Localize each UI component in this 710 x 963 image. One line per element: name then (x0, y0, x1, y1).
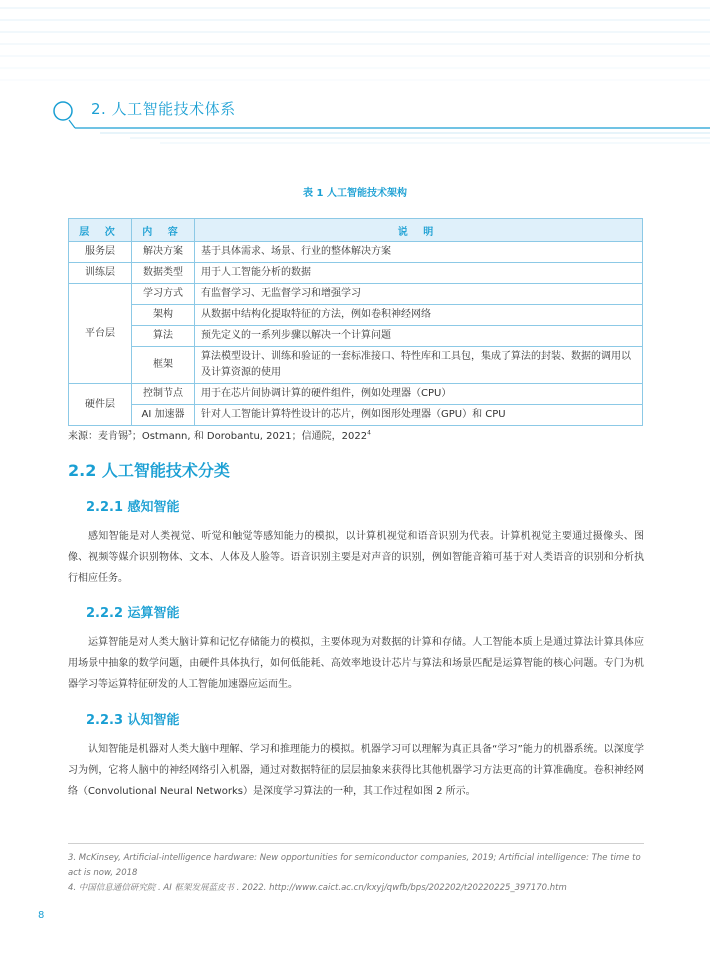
content-cell: 框架 (132, 347, 195, 384)
table-caption: 表 1 人工智能技术架构 (303, 188, 407, 199)
table-row (69, 242, 643, 263)
content-cell: 数据类型 (132, 263, 195, 284)
subsection-heading-computation: 2.2.2 运算智能 (86, 606, 180, 621)
desc-cell: 算法模型设计、训练和验证的一套标准接口、特性库和工具包，集成了算法的封装、数据的调用以及计算资源的使用 (195, 347, 643, 384)
source-ref-4: 4 (367, 429, 371, 437)
desc-cell: 针对人工智能计算特性设计的芯片，例如图形处理器（GPU）和 CPU (195, 405, 643, 426)
table-row (69, 384, 643, 405)
header-layer: 层 次 (69, 219, 132, 242)
desc-cell: 基于具体需求、场景、行业的整体解决方案 (195, 242, 643, 263)
architecture-table (68, 218, 643, 426)
table-row (69, 284, 643, 305)
content-cell: 控制节点 (132, 384, 195, 405)
desc-cell: 用于人工智能分析的数据 (195, 263, 643, 284)
header-decoration (0, 0, 710, 160)
content-cell: 学习方式 (132, 284, 195, 305)
subsection-heading-cognition: 2.2.3 认知智能 (86, 713, 180, 728)
content-cell: 算法 (132, 326, 195, 347)
paragraph-cognition: 认知智能是机器对人类大脑中理解、学习和推理能力的模拟。机器学习可以理解为真正具备“学习”能力的机器系统。以深度学习为例，它将人脑中的神经网络引入机器，通过对数据特征的层层抽象来获得比其他机器学习方法更高的计算准确度。卷积神经网络（Convolutional Neural Networks）是深度学习算法的一种，其工作过程如图 2 所示。 (68, 744, 644, 797)
source-middle: ；Ostmann, 和 Dorobantu, 2021；信通院，2022 (131, 431, 368, 442)
page-number: 8 (38, 910, 45, 921)
table-row (69, 405, 643, 426)
layer-cell: 平台层 (69, 284, 132, 384)
desc-cell: 预先定义的一系列步骤以解决一个计算问题 (195, 326, 643, 347)
chapter-title: 2. 人工智能技术体系 (91, 100, 236, 118)
layer-cell: 硬件层 (69, 384, 132, 426)
desc-cell: 有监督学习、无监督学习和增强学习 (195, 284, 643, 305)
paragraph-computation: 运算智能是对人类大脑计算和记忆存储能力的模拟，主要体现为对数据的计算和存储。人工智能本质上是通过算法计算具体应用场景中抽象的数学问题，由硬件具体执行，如何低能耗、高效率地设计芯片与算法和场景匹配是运算智能的核心问题。专门为机器学习等运算特征研发的人工智能加速器应运而生。 (68, 637, 644, 690)
content-cell: 解决方案 (132, 242, 195, 263)
table-row (69, 347, 643, 384)
paragraph-perception: 感知智能是对人类视觉、听觉和触觉等感知能力的模拟，以计算机视觉和语音识别为代表。计算机视觉主要通过摄像头、图像、视频等媒介识别物体、文本、人体及人脸等。语音识别主要是对声音的识别，例如智能音箱可基于对人类语音的识别和分析执行相应任务。 (68, 531, 644, 584)
source-prefix: 来源：麦肯锡 (68, 431, 128, 442)
footnote-divider (68, 843, 644, 844)
header-desc: 说 明 (195, 219, 643, 242)
table-source (68, 427, 371, 442)
section-heading: 2.2 人工智能技术分类 (68, 461, 230, 480)
desc-cell: 从数据中结构化提取特征的方法，例如卷积神经网络 (195, 305, 643, 326)
layer-cell: 服务层 (69, 242, 132, 263)
layer-cell: 训练层 (69, 263, 132, 284)
content-cell: AI 加速器 (132, 405, 195, 426)
circle-icon (54, 102, 72, 120)
footnote-4: 4. 中国信息通信研究院 . AI 框架发展蓝皮书 . 2022. http://www.caict.ac.cn/kxyj/qwfb/bps/202202/t20220225_397170.htm (68, 883, 567, 893)
table-header-row (69, 219, 643, 242)
table-row (69, 305, 643, 326)
table-row (69, 263, 643, 284)
header-content: 内 容 (132, 219, 195, 242)
footnote-3: 3. McKinsey, Artificial-intelligence hardware: New opportunities for semiconductor companies, 2019; Artificial intelligence: The time to act is now, 2018 (68, 853, 641, 878)
table-row (69, 326, 643, 347)
subsection-heading-perception: 2.2.1 感知智能 (86, 500, 180, 515)
desc-cell: 用于在芯片间协调计算的硬件组件，例如处理器（CPU） (195, 384, 643, 405)
content-cell: 架构 (132, 305, 195, 326)
source-ref-3: 3 (128, 429, 132, 437)
